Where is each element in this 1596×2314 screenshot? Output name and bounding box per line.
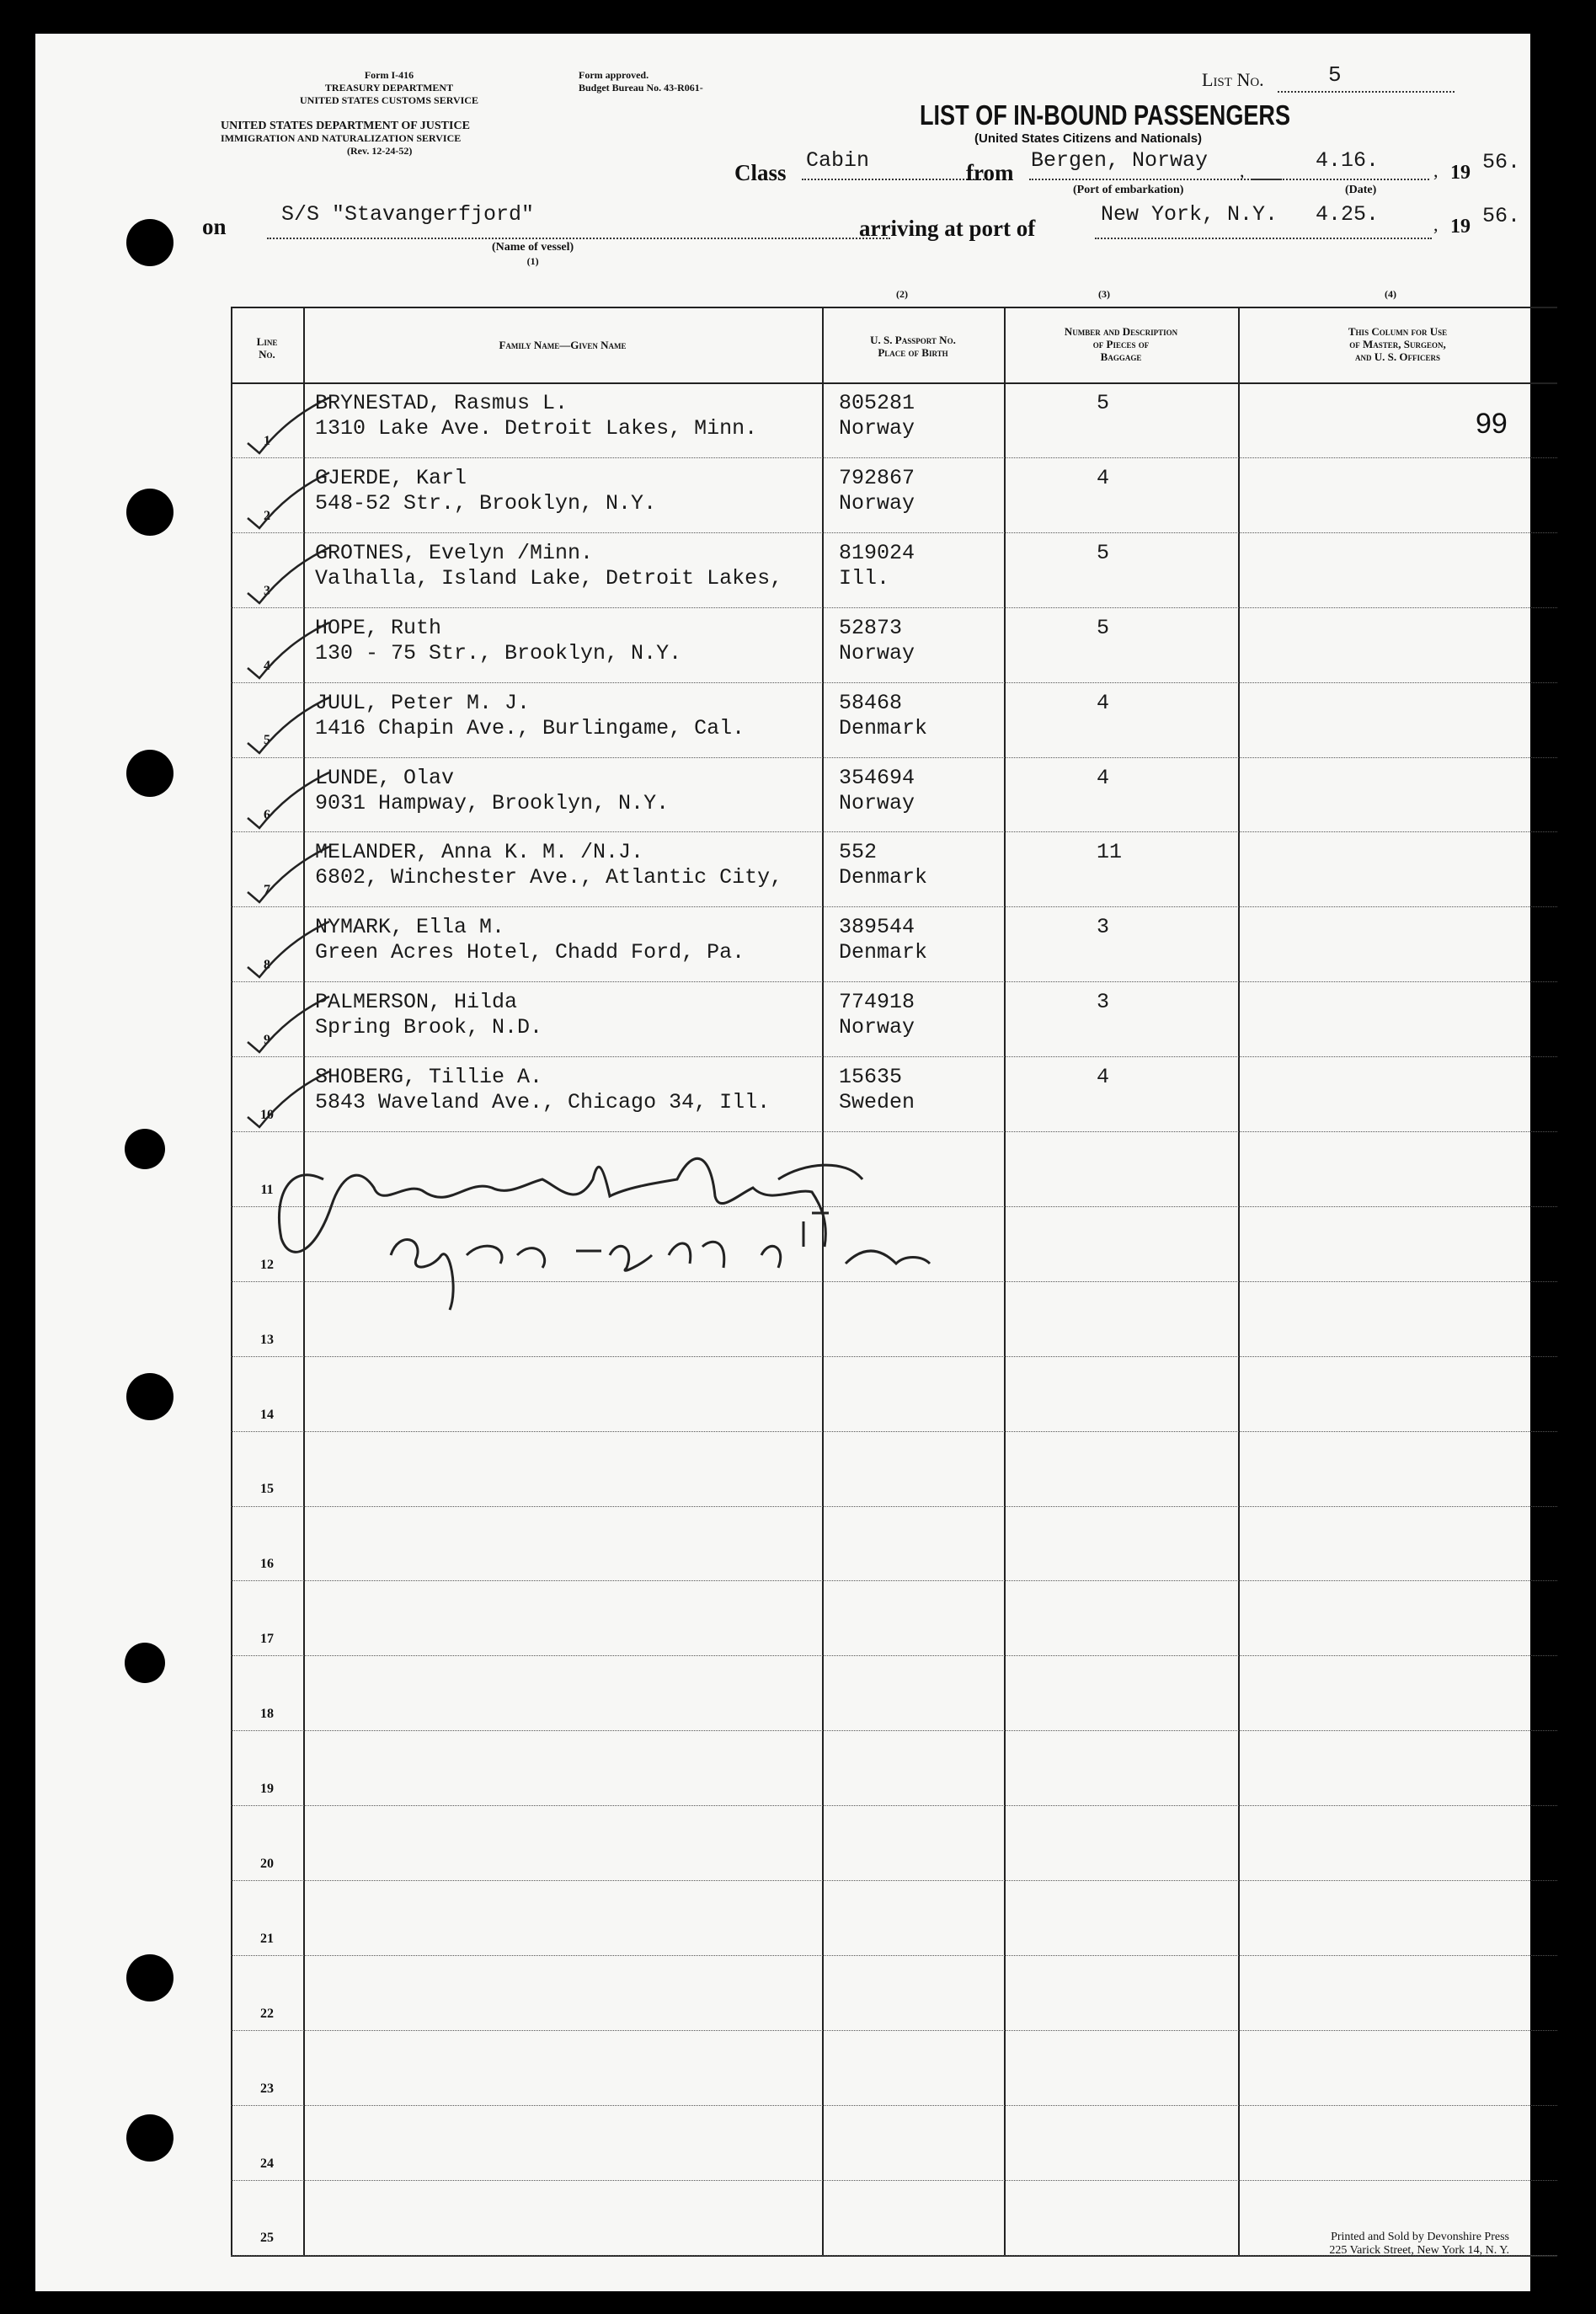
check-mark-icon [241,766,334,833]
header-officers-1: This Column for Use [1348,325,1448,338]
customs-service: UNITED STATES CUSTOMS SERVICE [300,94,478,106]
passenger-address: 5843 Waveland Ave., Chicago 34, Ill. [315,1090,771,1115]
passport-number: 792867 [839,465,915,490]
binder-hole [126,489,173,536]
passenger-address: 130 - 75 Str., Brooklyn, N.Y. [315,640,682,665]
header-line-no-2: No. [259,348,275,361]
baggage-count: 5 [1097,615,1110,640]
check-mark-icon [241,616,334,683]
baggage-count: 4 [1097,465,1110,490]
line-number: 13 [260,1332,274,1347]
passenger-address: 1310 Lake Ave. Detroit Lakes, Minn. [315,416,758,441]
header-baggage [1004,325,1238,363]
table-row [231,682,1557,757]
col-number-4: (4) [1385,288,1396,300]
passenger-name: NYMARK, Ella M. [315,915,505,940]
line-number: 20 [260,1856,274,1871]
check-mark-icon [241,840,334,907]
line-number: 4 [264,658,270,673]
check-mark-icon [241,466,334,533]
table-row [231,1580,1557,1655]
line-number: 23 [260,2081,274,2096]
header-name: Family Name—Given Name [499,339,627,351]
line-number: 22 [260,2006,274,2021]
passport-number: 819024 [839,540,915,565]
check-mark-icon [241,541,334,608]
baggage-count: 4 [1097,765,1110,790]
line-number: 25 [260,2231,274,2246]
list-no-label: List No. [1202,69,1264,90]
line-number: 1 [264,433,270,448]
passenger-address: 9031 Hampway, Brooklyn, N.Y. [315,790,670,815]
baggage-count: 3 [1097,915,1110,940]
passenger-name: BRYNESTAD, Rasmus L. [315,391,568,415]
header-passport-2: Place of Birth [878,346,948,359]
port-of-embarkation-value: Bergen, Norway [1031,148,1209,173]
passenger-name: SHOBERG, Tillie A. [315,1065,543,1090]
baggage-count: 4 [1097,690,1110,715]
baggage-count: 11 [1097,840,1123,865]
passenger-name: LUNDE, Olav [315,765,455,790]
table-row [231,981,1557,1056]
passenger-name: GROTNES, Evelyn /Minn. [315,540,594,565]
page-subtitle: (United States Citizens and Nationals) [974,131,1203,146]
line-number: 2 [264,508,270,523]
vessel-caption [492,241,574,268]
form-header-justice [221,120,591,158]
table-row [231,1056,1557,1131]
passport-number: 15635 [839,1065,903,1090]
class-label: Class [734,160,787,185]
binder-hole [125,1643,165,1683]
table-row [231,2030,1557,2105]
passport-number: 774918 [839,990,915,1015]
passenger-address: 6802, Winchester Ave., Atlantic City, [315,865,783,890]
binder-hole [126,1373,173,1420]
baggage-count: 3 [1097,990,1110,1015]
place-of-birth: Norway [839,790,915,815]
date-line [1252,179,1429,180]
passport-number: 354694 [839,765,915,790]
date-caption: (Date) [1345,184,1377,196]
vessel-caption-text: (Name of vessel) [492,241,574,254]
form-approval [579,69,703,94]
treasury-dept: TREASURY DEPARTMENT [324,82,454,94]
place-of-birth: Denmark [839,865,928,890]
comma: , [1240,160,1245,181]
line-number: 5 [264,733,270,748]
officer-note: 99 [1476,408,1508,440]
line-number: 7 [264,883,270,898]
form-revision: (Rev. 12-24-52) [347,145,413,157]
list-no-line [1278,91,1455,93]
table-row [231,1955,1557,2030]
table-row [231,532,1557,607]
place-of-birth: Denmark [839,940,928,965]
place-of-birth: Denmark [839,715,928,740]
header-baggage-3: Baggage [1100,350,1142,363]
line-number: 15 [260,1482,274,1497]
place-of-birth: Norway [839,416,915,441]
passenger-name: GJERDE, Karl [315,465,467,490]
ins-service: IMMIGRATION AND NATURALIZATION SERVICE [221,132,462,144]
from-label: from [966,160,1014,185]
port-of-embarkation-caption: (Port of embarkation) [1073,184,1184,196]
table-row [231,1655,1557,1730]
comma: , [1433,160,1439,181]
binder-hole [125,1129,165,1169]
binder-hole [126,219,173,266]
year-prefix: 19 [1450,162,1471,184]
header-officers-3: and U. S. Officers [1355,350,1440,363]
line-number: 8 [264,958,270,973]
table-row [231,831,1557,906]
baggage-count: 5 [1097,540,1110,565]
passport-number: 52873 [839,615,903,640]
passport-number: 389544 [839,915,915,940]
place-of-birth: Sweden [839,1090,915,1115]
check-mark-icon [241,691,334,758]
passenger-address: 1416 Chapin Ave., Burlingame, Cal. [315,715,745,740]
table-row [231,906,1557,981]
binder-hole [126,2114,173,2162]
place-of-birth: Ill. [839,565,890,591]
passport-number: 58468 [839,690,903,715]
passenger-name: PALMERSON, Hilda [315,990,518,1015]
line-number: 19 [260,1782,274,1797]
place-of-birth: Norway [839,1015,915,1040]
line-number: 3 [264,583,270,598]
header-line-no [231,335,303,361]
binder-hole [126,750,173,797]
vessel-line [267,238,890,239]
line-number: 18 [260,1707,274,1722]
line-number: 21 [260,1931,274,1946]
passenger-address: 548-52 Str., Brooklyn, N.Y. [315,490,657,516]
arrival-date-value: 4.25. [1316,202,1380,227]
on-label: on [202,214,227,239]
year-prefix-2: 19 [1450,216,1471,238]
binder-hole [126,1954,173,2001]
check-mark-icon [241,990,334,1057]
passenger-address: Spring Brook, N.D. [315,1015,543,1040]
col-number-1: (1) [526,255,539,267]
place-of-birth: Norway [839,640,915,665]
passenger-name: HOPE, Ruth [315,615,442,640]
departure-date-value: 4.16. [1316,148,1380,173]
vessel-value: S/S "Stavangerfjord" [281,202,535,227]
table-row [231,1880,1557,1955]
check-mark-icon [241,1065,334,1132]
departure-year-value: 56. [1482,150,1521,174]
line-number: 12 [260,1257,274,1272]
table-row [231,382,1557,457]
printer-footer [1223,2231,1509,2258]
passenger-address: Valhalla, Island Lake, Detroit Lakes, [315,565,783,591]
table-row [231,1431,1557,1506]
justice-dept: UNITED STATES DEPARTMENT OF JUSTICE [221,120,470,132]
line-number: 24 [260,2156,274,2171]
col-number-2: (2) [896,288,908,300]
check-mark-icon [241,391,334,458]
table-row [231,1805,1557,1880]
table-row [231,1356,1557,1431]
arrival-port-value: New York, N.Y. [1101,202,1278,227]
line-number: 10 [260,1107,274,1122]
header-passport [822,334,1004,359]
table-row [231,607,1557,682]
list-no-value: 5 [1328,62,1342,88]
table-row [231,757,1557,832]
class-line [802,179,991,180]
arrival-year-value: 56. [1482,204,1521,228]
form-number: Form I-416 [364,69,414,81]
table-row [231,1730,1557,1805]
line-number: 16 [260,1557,274,1572]
class-value: Cabin [806,148,870,173]
page-title: LIST OF IN-BOUND PASSENGERS [920,99,1291,131]
baggage-count: 4 [1097,1065,1110,1090]
line-number: 9 [264,1033,270,1048]
arriving-label: arriving at port of [859,216,1036,241]
header-officers-2: of Master, Surgeon, [1349,338,1446,350]
manifest-sheet [35,34,1530,2291]
header-baggage-1: Number and Description [1064,325,1178,338]
form-approved: Form approved. [579,69,649,81]
passport-number: 552 [839,840,878,865]
check-mark-icon [241,915,334,982]
header-baggage-2: of Pieces of [1092,338,1150,350]
line-number: 14 [260,1407,274,1422]
header-passport-1: U. S. Passport No. [870,334,956,346]
table-row [231,1506,1557,1581]
line-number: 6 [264,808,270,823]
handwritten-signature [256,1129,980,1323]
form-header-treasury [263,69,515,107]
arrival-line [1095,238,1432,239]
printer-line-1: Printed and Sold by Devonshire Press [1331,2231,1509,2243]
line-number: 11 [260,1182,274,1197]
comma: , [1433,214,1439,235]
baggage-count: 5 [1097,391,1110,415]
table-row [231,457,1557,532]
col-number-3: (3) [1098,288,1110,300]
passport-number: 805281 [839,391,915,415]
passenger-name: MELANDER, Anna K. M. /N.J. [315,840,644,865]
passenger-address: Green Acres Hotel, Chadd Ford, Pa. [315,940,745,965]
header-line-no-1: Line [256,335,278,348]
budget-bureau: Budget Bureau No. 43-R061- [579,82,703,94]
passenger-name: JUUL, Peter M. J. [315,690,531,715]
line-number: 17 [260,1632,274,1647]
printer-line-2: 225 Varick Street, New York 14, N. Y. [1329,2244,1509,2257]
header-officers [1238,325,1557,363]
place-of-birth: Norway [839,490,915,516]
table-row [231,2105,1557,2180]
